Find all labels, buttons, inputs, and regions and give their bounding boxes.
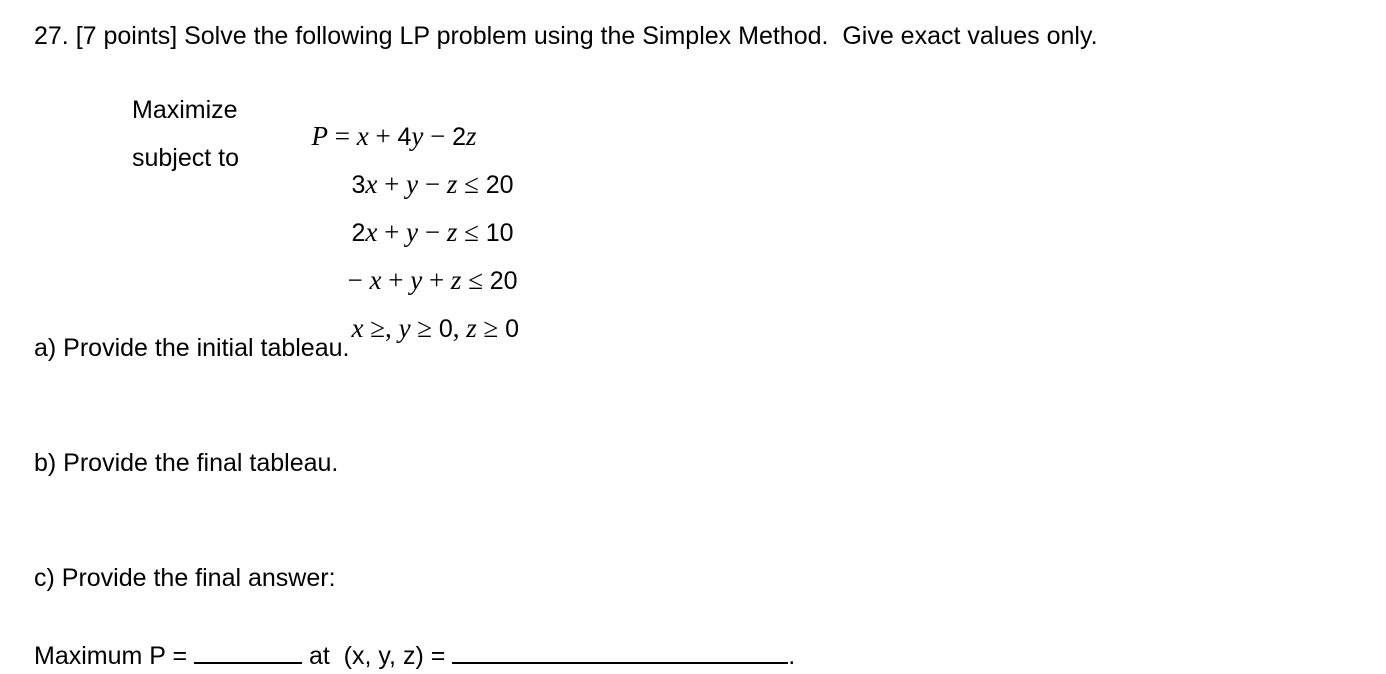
- constraint-3: − x + y + z ≤ 20: [347, 265, 518, 295]
- maximum-p-label: Maximum P =: [34, 642, 194, 670]
- question-header: 27. [7 points] Solve the following LP problem using the Simplex Method. Give exact values only.: [34, 22, 1098, 50]
- objective-function: P = x + 4y − 2z: [311, 121, 477, 151]
- final-answer-line: [34, 640, 795, 669]
- maximum-p-blank[interactable]: [194, 640, 302, 664]
- part-b-prompt: b) Provide the final tableau.: [34, 449, 339, 477]
- constraint-2: 2x + y − z ≤ 10: [351, 217, 514, 247]
- subject-to-label: subject to: [132, 144, 240, 172]
- constraint-1: 3x + y − z ≤ 20: [351, 169, 514, 199]
- non-negativity-constraint: x ≥, y ≥ 0, z ≥ 0: [351, 313, 520, 343]
- sentence-end: .: [788, 642, 796, 670]
- part-a-prompt: a) Provide the initial tableau.: [34, 334, 350, 362]
- at-xyz-label: at (x, y, z) =: [302, 642, 453, 670]
- maximize-label: Maximize: [132, 96, 238, 124]
- xyz-blank[interactable]: [452, 640, 788, 664]
- part-c-prompt: c) Provide the final answer:: [34, 564, 336, 592]
